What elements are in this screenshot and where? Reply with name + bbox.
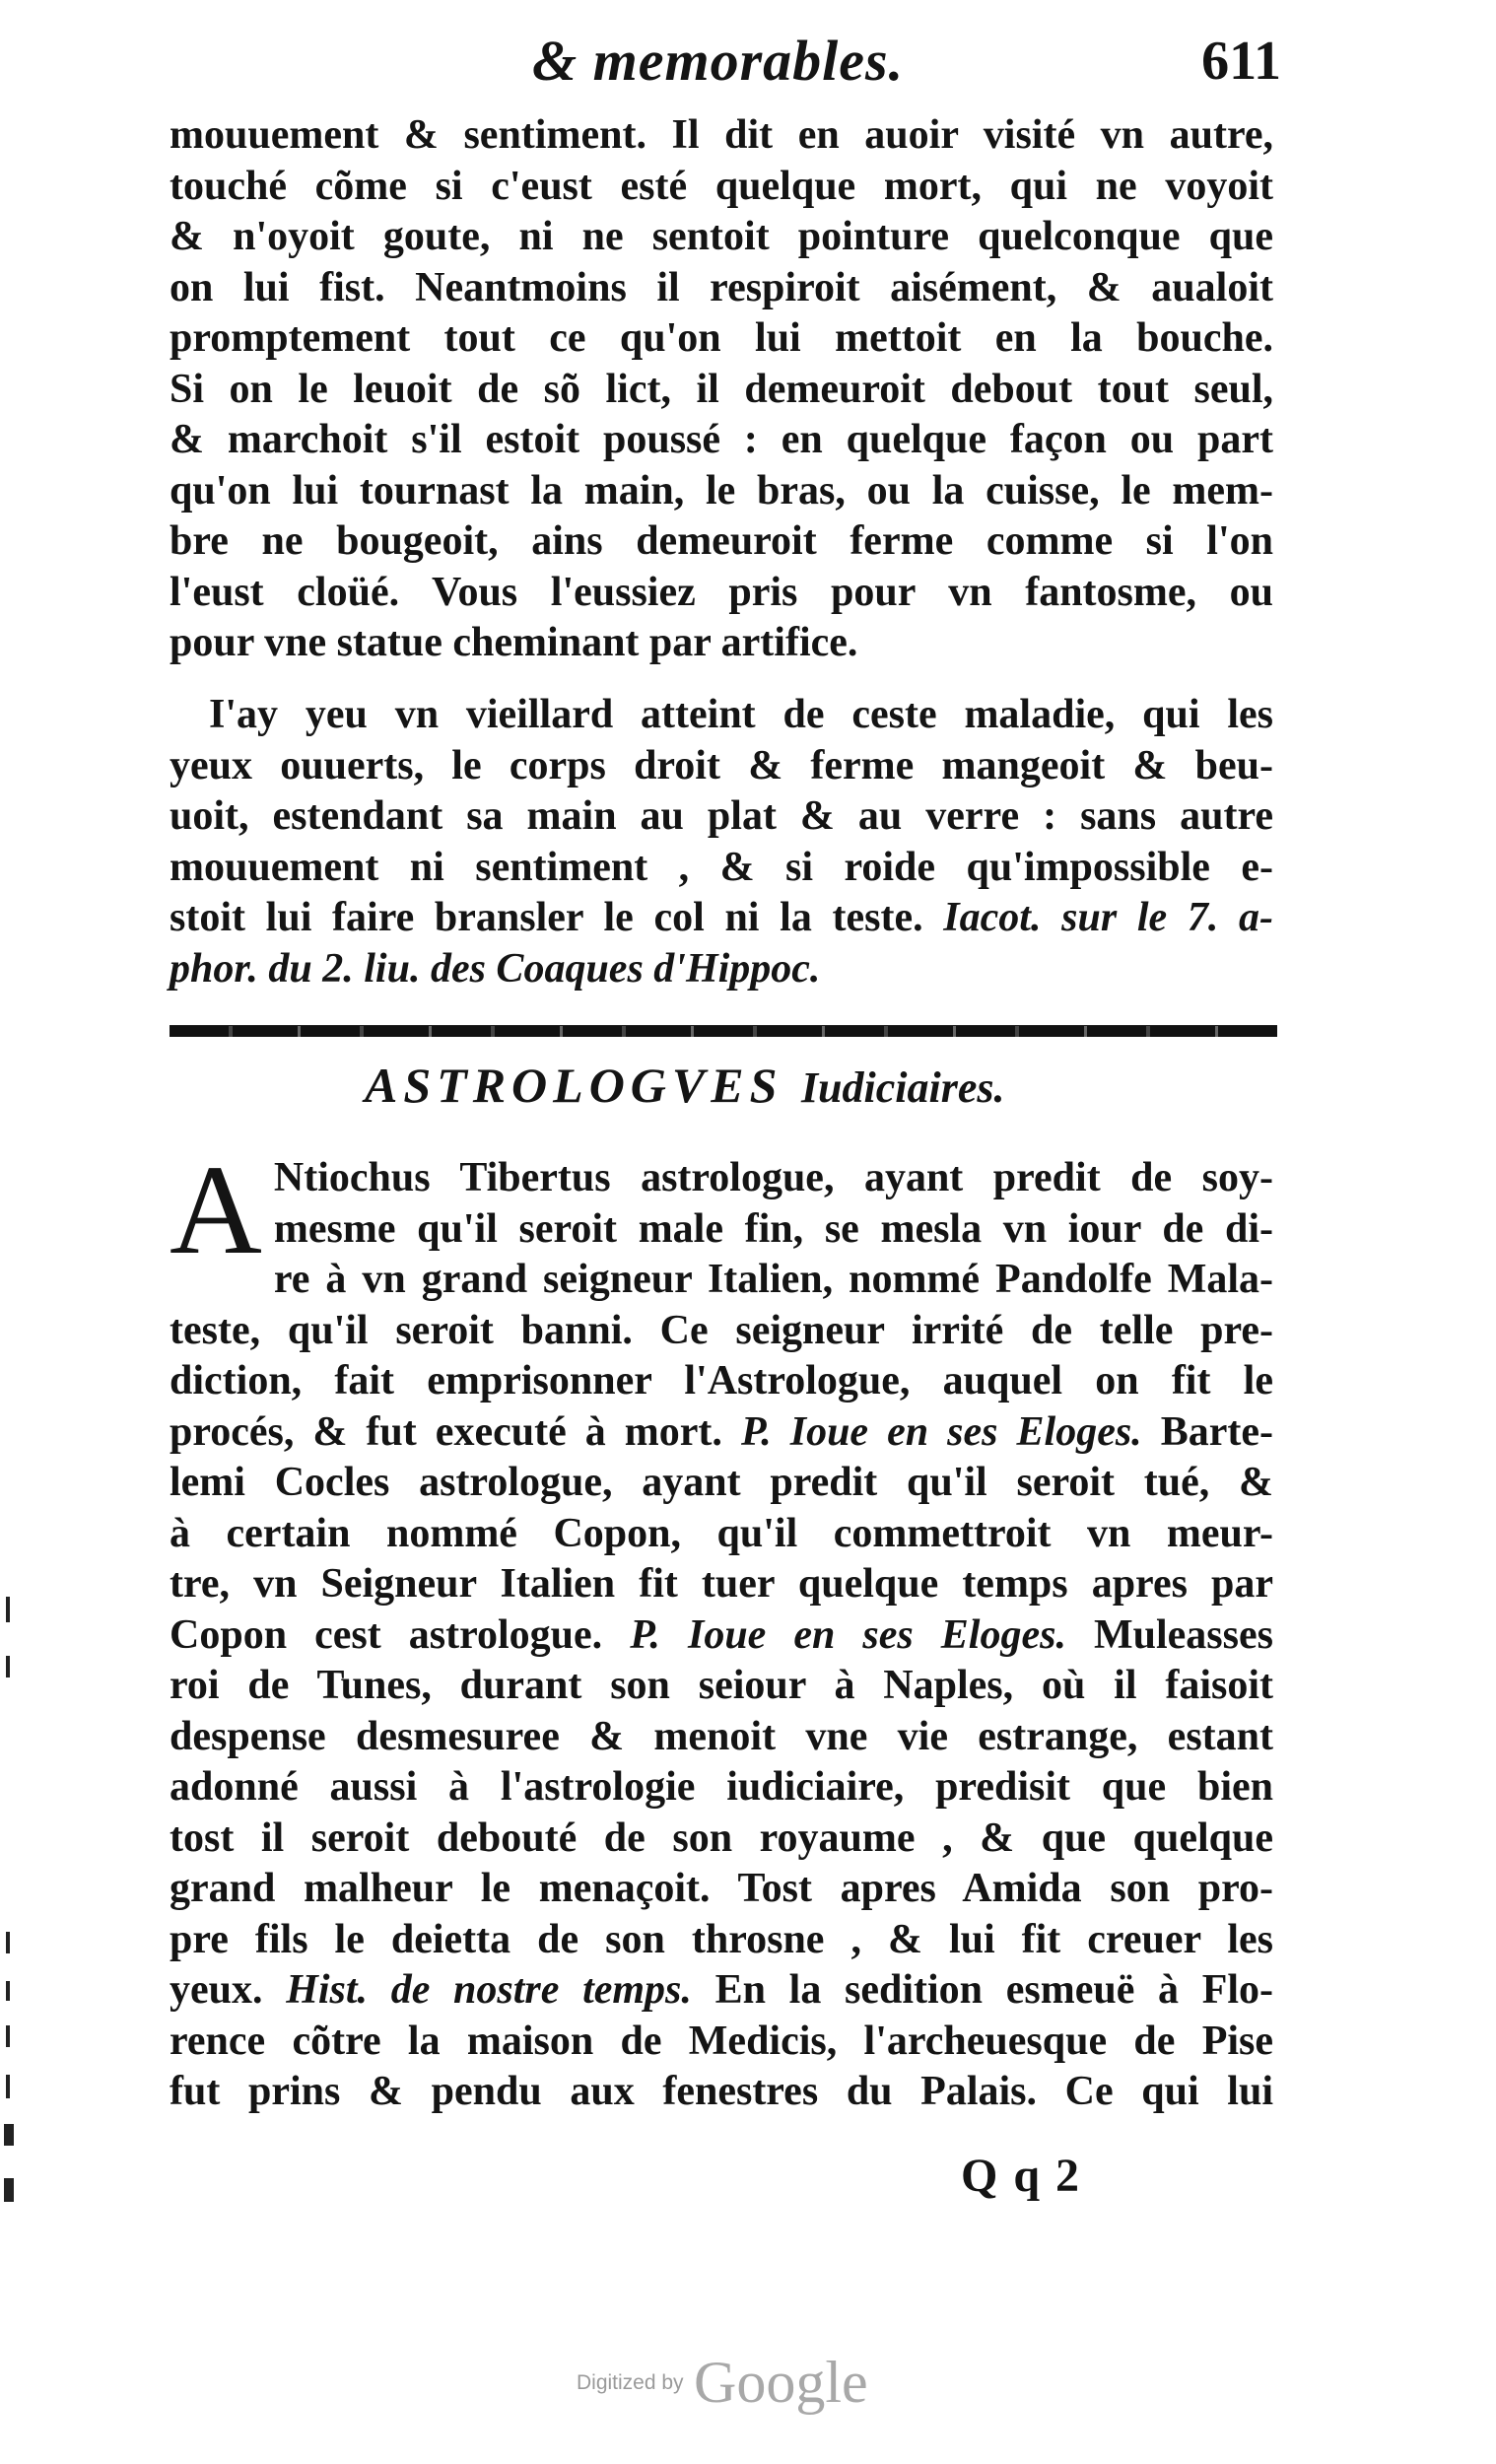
margin-speck: [6, 1656, 10, 1677]
text-line: tre, vn Seigneur Italien fit tuer quelque temps apres par: [170, 1561, 1273, 1607]
text-line: uoit, estendant sa main au plat & au verre : sans autre: [170, 793, 1273, 839]
catchword-signature: Q q 2: [961, 2150, 1082, 2202]
citation: Hist. de nostre temps.: [286, 1967, 692, 2013]
margin-speck: [6, 1981, 10, 2001]
text-line: [170, 1407, 1273, 1459]
text-line: mouuement ni sentiment , & si roide qu'impossible e-: [170, 844, 1273, 890]
text-line: yeux ouuerts, le corps droit & ferme mangeoit & beu-: [170, 742, 1273, 788]
text-fragment: Barte-: [1160, 1408, 1274, 1455]
marginal-reference: Iacot. sur le 7. a-: [943, 895, 1274, 940]
text-line: adonné aussi à l'astrologie iudiciaire, predisit que bien: [170, 1764, 1273, 1810]
text-line: mesme qu'il seroit male fin, se mesla vn iour de di-: [273, 1205, 1273, 1252]
page-number: 611: [1201, 31, 1281, 92]
text-line: pour vne statue cheminant par artifice.: [170, 620, 858, 665]
text-line: [170, 1610, 1273, 1662]
text-line: [170, 1965, 1273, 2017]
margin-speck: [6, 1597, 10, 1622]
text-fragment: procés, & fut executé à mort.: [170, 1408, 722, 1455]
text-line: Ntiochus Tibertus astrologue, ayant predit de soy-: [273, 1155, 1273, 1200]
margin-speck: [6, 2025, 10, 2047]
margin-speck: [4, 2124, 14, 2146]
paragraph-continuation: [170, 110, 1273, 669]
text-line: I'ay yeu vn vieillard atteint de ceste maladie, qui les: [209, 692, 1273, 737]
section-title-main: ASTROLOGVES: [365, 1058, 783, 1113]
text-fragment: Copon cest astrologue.: [170, 1611, 603, 1658]
citation: P. Ioue en ses Eloges.: [630, 1611, 1066, 1658]
text-line: fut prins & pendu aux fenestres du Palais. Ce qui lui: [170, 2069, 1273, 2114]
margin-speck: [4, 2178, 14, 2202]
text-line: diction, fait emprisonner l'Astrologue, auquel on fit le: [170, 1358, 1273, 1403]
citation: P. Ioue en ses Eloges.: [740, 1408, 1142, 1455]
paragraph-vieillard: [170, 690, 1273, 994]
ornamental-rule: [170, 1025, 1277, 1037]
text-line: l'eust cloüé. Vous l'eussiez pris pour vn fantosme, ou: [170, 569, 1273, 615]
text-line: teste, qu'il seroit banni. Ce seigneur irrité de telle pre-: [170, 1307, 1273, 1353]
text-line: & marchoit s'il estoit poussé : en quelque façon ou part: [170, 417, 1273, 462]
marginal-reference: phor. du 2. liu. des Coaques d'Hippoc.: [170, 945, 821, 992]
text-fragment: stoit lui faire bransler le col ni la teste.: [170, 895, 923, 940]
text-line: à certain nommé Copon, qu'il commettroit vn meur-: [170, 1510, 1273, 1556]
text-line: grand malheur le menaçoit. Tost apres Amida son pro-: [170, 1866, 1273, 1911]
text-line: roi de Tunes, durant son seiour à Naples, où il faisoit: [170, 1663, 1273, 1708]
text-line: Si on le leuoit de sõ lict, il demeuroit debout tout seul,: [170, 366, 1273, 412]
margin-speck: [6, 2075, 10, 2098]
text-line: qu'on lui tournast la main, le bras, ou la cuisse, le mem-: [170, 467, 1273, 513]
running-head: & memorables.: [532, 29, 905, 93]
text-line: tost il seroit debouté de son royaume , & que quelque: [170, 1814, 1273, 1861]
text-line: touché cõme si c'eust esté quelque mort, qui ne voyoit: [170, 163, 1273, 209]
text-fragment: Muleasses: [1094, 1611, 1273, 1658]
section-title-rest: Iudiciaires.: [800, 1063, 1005, 1112]
paragraph-astrologues: [170, 1139, 1274, 2118]
text-line: mouuement & sentiment. Il dit en auoir visité vn autre,: [170, 112, 1273, 158]
text-line: on lui fist. Neantmoins il respiroit aisément, & aualoit: [170, 264, 1273, 310]
text-line: re à vn grand seigneur Italien, nommé Pandolfe Mala-: [273, 1257, 1273, 1302]
text-line: despense desmesuree & menoit vne vie estrange, estant: [170, 1713, 1273, 1759]
digitized-watermark: [577, 2349, 868, 2417]
watermark-prefix: Digitized by: [577, 2370, 684, 2394]
text-line: rence cõtre la maison de Medicis, l'archeuesque de Pise: [170, 2018, 1273, 2064]
text-line: [170, 893, 1273, 944]
text-line: lemi Cocles astrologue, ayant predit qu'il seroit tué, &: [170, 1460, 1273, 1505]
section-title: [365, 1057, 1005, 1114]
text-fragment: yeux.: [170, 1967, 263, 2013]
google-logo: Google: [694, 2350, 868, 2415]
text-line: & n'oyoit goute, ni ne sentoit pointure quelconque que: [170, 214, 1273, 259]
text-line: bre ne bougeoit, ains demeuroit ferme comme si l'on: [170, 518, 1273, 564]
text-line: promptement tout ce qu'on lui mettoit en la bouche.: [170, 315, 1273, 361]
margin-speck: [6, 1932, 10, 1953]
text-line: pre fils le deietta de son throsne , & lui fit creuer les: [170, 1916, 1273, 1962]
drop-cap: A: [170, 1139, 262, 1281]
text-fragment: En la sedition esmeuë à Flo-: [714, 1967, 1274, 2013]
